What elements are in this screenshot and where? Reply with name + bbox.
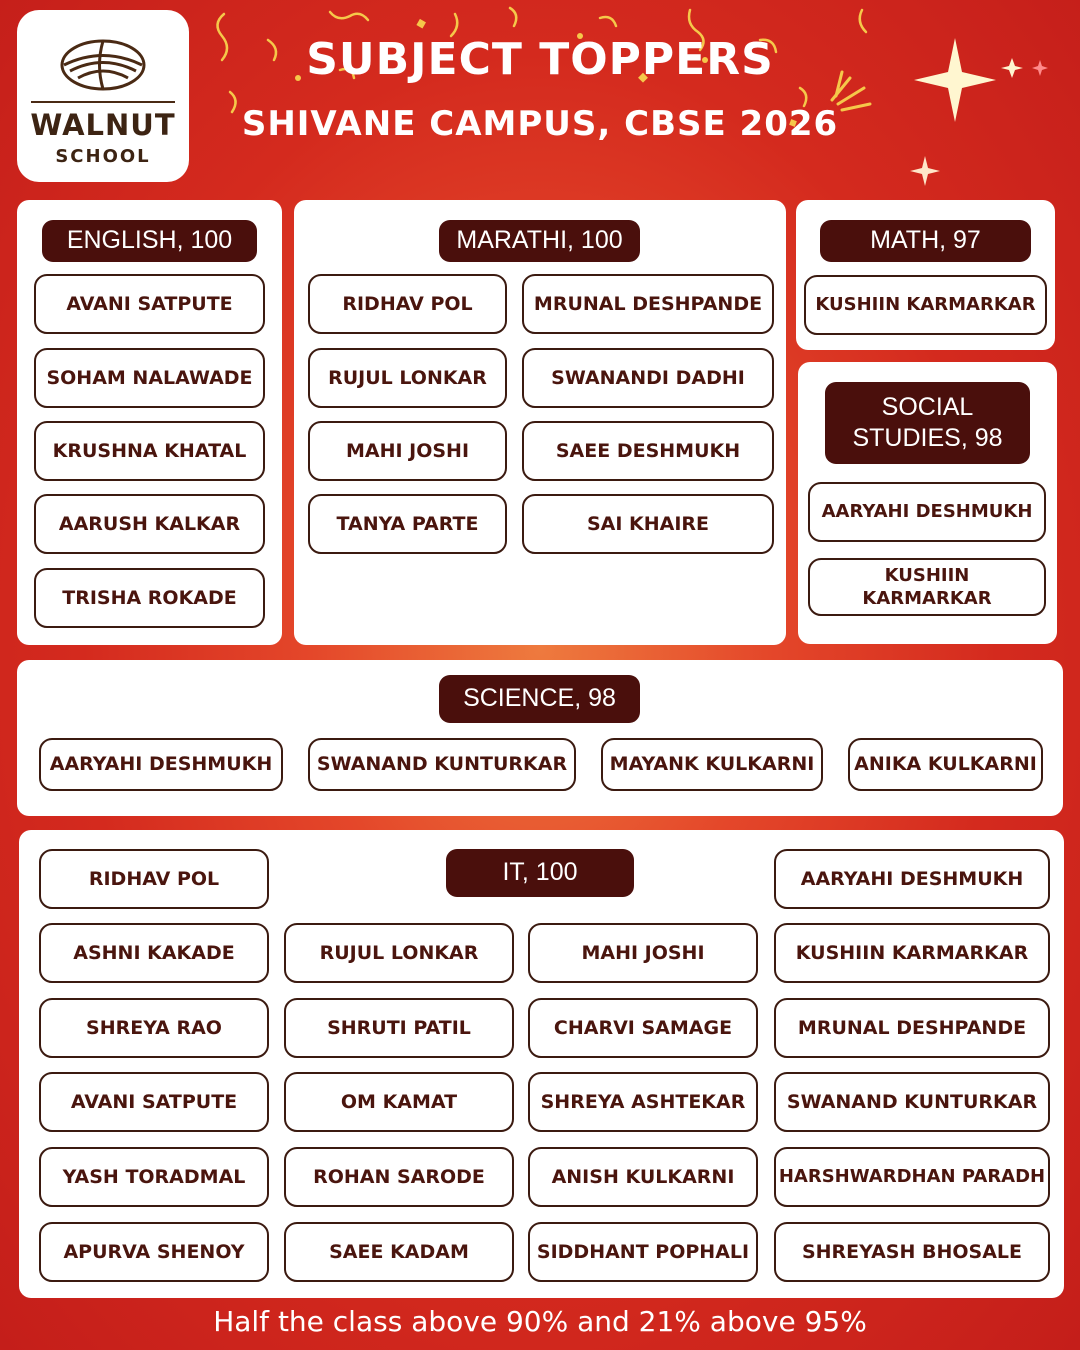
it-student: ANISH KULKARNI — [528, 1147, 758, 1207]
walnut-icon — [60, 38, 146, 92]
it-student: YASH TORADMAL — [39, 1147, 269, 1207]
english-student: TRISHA ROKADE — [34, 568, 265, 628]
marathi-student: SAEE DESHMUKH — [522, 421, 774, 481]
science-student: MAYANK KULKARNI — [601, 738, 823, 791]
logo-subtitle: SCHOOL — [55, 146, 151, 167]
it-student: SHREYA ASHTEKAR — [528, 1072, 758, 1132]
it-student: AVANI SATPUTE — [39, 1072, 269, 1132]
english-student: SOHAM NALAWADE — [34, 348, 265, 408]
it-student: SHREYA RAO — [39, 998, 269, 1058]
science-header: SCIENCE, 98 — [439, 675, 640, 723]
it-student: MAHI JOSHI — [528, 923, 758, 983]
social-studies-student: AARYAHI DESHMUKH — [808, 482, 1046, 542]
science-student: AARYAHI DESHMUKH — [39, 738, 283, 791]
footer-stat-text: Half the class above 90% and 21% above 95% — [213, 1305, 867, 1338]
marathi-student: SWANANDI DADHI — [522, 348, 774, 408]
it-student: MRUNAL DESHPANDE — [774, 998, 1050, 1058]
marathi-student: MRUNAL DESHPANDE — [522, 274, 774, 334]
marathi-student: RIDHAV POL — [308, 274, 507, 334]
it-student: SWANAND KUNTURKAR — [774, 1072, 1050, 1132]
page-title: SUBJECT TOPPERS — [306, 34, 774, 85]
social-studies-panel — [798, 362, 1057, 644]
it-student: RUJUL LONKAR — [284, 923, 514, 983]
math-header: MATH, 97 — [820, 220, 1031, 262]
marathi-student: TANYA PARTE — [308, 494, 507, 554]
english-student: AARUSH KALKAR — [34, 494, 265, 554]
logo-divider — [31, 101, 175, 103]
it-student: SAEE KADAM — [284, 1222, 514, 1282]
page-subtitle: SHIVANE CAMPUS, CBSE 2026 — [241, 104, 839, 144]
it-student: CHARVI SAMAGE — [528, 998, 758, 1058]
english-header: ENGLISH, 100 — [42, 220, 257, 262]
social-studies-header: SOCIAL STUDIES, 98 — [825, 382, 1030, 464]
science-student: SWANAND KUNTURKAR — [308, 738, 576, 791]
walnut-school-logo — [17, 10, 189, 182]
english-panel — [17, 200, 282, 645]
it-student: SIDDHANT POPHALI — [528, 1222, 758, 1282]
it-header: IT, 100 — [446, 849, 634, 897]
english-student: KRUSHNA KHATAL — [34, 421, 265, 481]
it-student: SHREYASH BHOSALE — [774, 1222, 1050, 1282]
marathi-student: SAI KHAIRE — [522, 494, 774, 554]
it-student: APURVA SHENOY — [39, 1222, 269, 1282]
it-student: KUSHIIN KARMARKAR — [774, 923, 1050, 983]
marathi-header: MARATHI, 100 — [439, 220, 640, 262]
logo-name: WALNUT — [30, 108, 176, 142]
marathi-student: MAHI JOSHI — [308, 421, 507, 481]
math-panel — [796, 200, 1055, 350]
it-student: RIDHAV POL — [39, 849, 269, 909]
it-student: ROHAN SARODE — [284, 1147, 514, 1207]
science-panel — [17, 660, 1063, 816]
it-student: OM KAMAT — [284, 1072, 514, 1132]
social-studies-student: KUSHIIN KARMARKAR — [808, 558, 1046, 616]
it-student: ASHNI KAKADE — [39, 923, 269, 983]
english-student: AVANI SATPUTE — [34, 274, 265, 334]
marathi-student: RUJUL LONKAR — [308, 348, 507, 408]
it-student: HARSHWARDHAN PARADH — [774, 1147, 1050, 1207]
marathi-panel — [294, 200, 786, 645]
science-student: ANIKA KULKARNI — [848, 738, 1043, 791]
it-panel — [19, 830, 1064, 1298]
it-student: AARYAHI DESHMUKH — [774, 849, 1050, 909]
it-student: SHRUTI PATIL — [284, 998, 514, 1058]
math-student: KUSHIIN KARMARKAR — [804, 275, 1047, 335]
